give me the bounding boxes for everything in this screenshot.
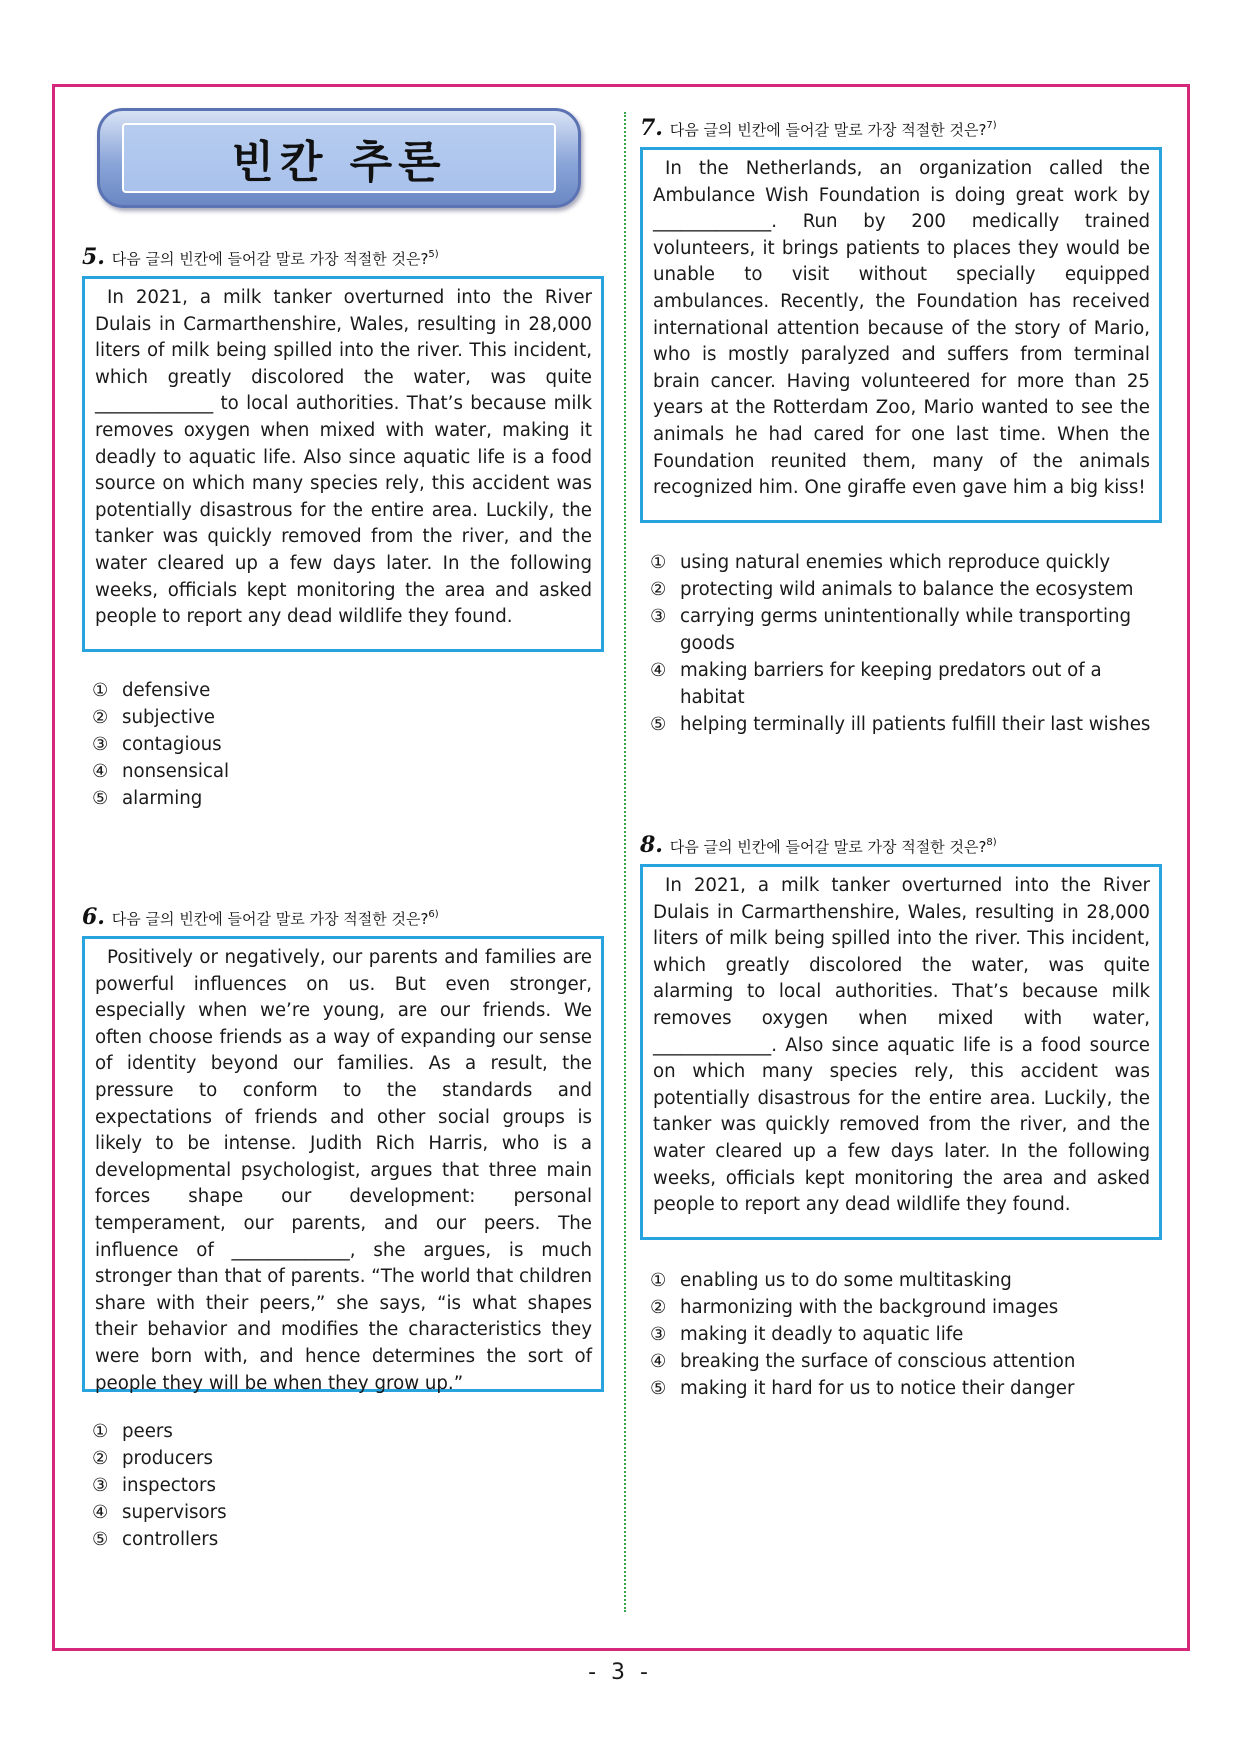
question-prompt: 다음 글의 빈칸에 들어갈 말로 가장 적절한 것은? (111, 910, 429, 928)
option-text: defensive (122, 680, 211, 701)
option-marker: ③ (650, 606, 667, 627)
answer-option[interactable] (650, 549, 1160, 576)
option-text: alarming (122, 788, 203, 809)
question-number: 7. (640, 115, 663, 141)
question-8-passage: In 2021, a milk tanker overturned into the River Dulais in Carmarthenshire, Wales, resulting in 28,000 liters of milk being spilled into the river. This incident, which greatly discolored the water, was quite alarming to local authorities. That’s because milk removes oxygen when mixed with water, _____________. Also since aquatic life is a food source on which many species rely, this accident was potentially disastrous for the entire area. Luckily, the tanker was quickly removed from the river, and the water cleared up a few days later. In the following weeks, officials kept monitoring the area and asked people to report any dead wildlife they found. (640, 864, 1162, 1240)
question-number: 8. (640, 832, 663, 858)
option-marker: ① (92, 680, 109, 701)
page-number: - 3 - (588, 1660, 652, 1685)
option-text: producers (122, 1448, 213, 1469)
question-6-header (82, 904, 439, 930)
option-marker: ② (92, 707, 109, 728)
section-title-frame (122, 123, 556, 193)
footnote-ref: 6) (428, 909, 439, 920)
footnote-ref: 8) (986, 837, 997, 848)
question-5-options (92, 677, 592, 812)
option-text: controllers (122, 1529, 219, 1550)
option-marker: ① (650, 552, 667, 573)
option-marker: ④ (92, 761, 109, 782)
answer-option[interactable] (92, 1445, 592, 1472)
question-prompt: 다음 글의 빈칸에 들어갈 말로 가장 적절한 것은? (111, 250, 429, 268)
answer-option[interactable] (92, 1418, 592, 1445)
footnote-ref: 5) (428, 249, 439, 260)
option-text: using natural enemies which reproduce quickly (680, 552, 1111, 573)
answer-option[interactable] (92, 677, 592, 704)
option-text: enabling us to do some multitasking (680, 1270, 1012, 1291)
answer-option[interactable] (92, 704, 592, 731)
option-marker: ② (92, 1448, 109, 1469)
option-text: subjective (122, 707, 215, 728)
question-prompt: 다음 글의 빈칸에 들어갈 말로 가장 적절한 것은? (669, 121, 987, 139)
option-marker: ① (650, 1270, 667, 1291)
answer-option[interactable] (92, 1472, 592, 1499)
question-7-passage: In the Netherlands, an organization called the Ambulance Wish Foundation is doing great work by _____________. Run by 200 medically trained volunteers, it brings patients to places they would be unable to visit without specially equipped ambulances. Recently, the Foundation has received international attention because of the story of Mario, who is mostly paralyzed and suffers from terminal brain cancer. Having volunteered for more than 25 years at the Rotterdam Zoo, Mario wanted to see the animals he had cared for one last time. When the Foundation reunited them, many of the animals recognized him. One giraffe even gave him a big kiss! (640, 147, 1162, 523)
option-marker: ④ (650, 660, 667, 681)
answer-option[interactable] (650, 1321, 1160, 1348)
option-text: protecting wild animals to balance the ecosystem (680, 579, 1134, 600)
question-6-passage: Positively or negatively, our parents and families are powerful influences on us. But even stronger, especially when we’re young, are our friends. We often choose friends as a way of expanding our sense of identity beyond our families. As a result, the pressure to conform to the standards and expectations of friends and other social groups is likely to be intense. Judith Rich Harris, who is a developmental psychologist, argues that three main forces shape our development: personal temperament, our parents, and our peers. The influence of _____________, she argues, is much stronger than that of parents. “The world that children share with their peers,” she says, “is what shapes their behavior and modifies the characteristics they were born with, and hence determines the sort of people they will be when they grow up.” (82, 936, 604, 1392)
question-6-options (92, 1418, 592, 1553)
footnote-ref: 7) (986, 120, 997, 131)
answer-option[interactable] (650, 1375, 1160, 1402)
option-text: breaking the surface of conscious attention (680, 1351, 1076, 1372)
answer-option[interactable] (650, 711, 1160, 738)
option-text: supervisors (122, 1502, 227, 1523)
option-text: helping terminally ill patients fulfill their last wishes (680, 714, 1151, 735)
option-marker: ① (92, 1421, 109, 1442)
option-marker: ⑤ (92, 788, 109, 809)
question-7-header (640, 115, 997, 141)
option-marker: ④ (650, 1351, 667, 1372)
question-number: 5. (82, 244, 105, 270)
option-text: inspectors (122, 1475, 217, 1496)
option-marker: ② (650, 579, 667, 600)
option-text: making barriers for keeping predators out of a habitat (680, 660, 1102, 708)
option-text: carrying germs unintentionally while transporting goods (680, 606, 1132, 654)
answer-option[interactable] (650, 1348, 1160, 1375)
question-5-header (82, 244, 439, 270)
answer-option[interactable] (92, 1526, 592, 1553)
option-text: making it deadly to aquatic life (680, 1324, 964, 1345)
option-marker: ③ (92, 1475, 109, 1496)
answer-option[interactable] (92, 785, 592, 812)
question-5-passage: In 2021, a milk tanker overturned into the River Dulais in Carmarthenshire, Wales, resulting in 28,000 liters of milk being spilled into the river. This incident, which greatly discolored the water, was quite _____________ to local authorities. That’s because milk removes oxygen when mixed with water, making it deadly to aquatic life. Also since aquatic life is a food source on which many species rely, this accident was potentially disastrous for the entire area. Luckily, the tanker was quickly removed from the river, and the water cleared up a few days later. In the following weeks, officials kept monitoring the area and asked people to report any dead wildlife they found. (82, 276, 604, 652)
question-8-options (650, 1267, 1160, 1402)
answer-option[interactable] (650, 576, 1160, 603)
answer-option[interactable] (92, 1499, 592, 1526)
answer-option[interactable] (650, 1294, 1160, 1321)
option-marker: ③ (650, 1324, 667, 1345)
option-marker: ④ (92, 1502, 109, 1523)
answer-option[interactable] (650, 603, 1160, 657)
option-text: nonsensical (122, 761, 230, 782)
column-divider (624, 112, 626, 1612)
question-7-options (650, 549, 1160, 738)
option-marker: ⑤ (650, 1378, 667, 1399)
answer-option[interactable] (650, 1267, 1160, 1294)
question-8-header (640, 832, 997, 858)
option-text: contagious (122, 734, 222, 755)
option-marker: ② (650, 1297, 667, 1318)
answer-option[interactable] (92, 731, 592, 758)
option-marker: ③ (92, 734, 109, 755)
option-marker: ⑤ (650, 714, 667, 735)
option-marker: ⑤ (92, 1529, 109, 1550)
answer-option[interactable] (92, 758, 592, 785)
question-prompt: 다음 글의 빈칸에 들어갈 말로 가장 적절한 것은? (669, 838, 987, 856)
option-text: peers (122, 1421, 173, 1442)
section-title: 빈칸 추론 (231, 137, 447, 188)
question-number: 6. (82, 904, 105, 930)
section-title-banner (97, 108, 581, 208)
option-text: harmonizing with the background images (680, 1297, 1059, 1318)
answer-option[interactable] (650, 657, 1160, 711)
option-text: making it hard for us to notice their danger (680, 1378, 1075, 1399)
